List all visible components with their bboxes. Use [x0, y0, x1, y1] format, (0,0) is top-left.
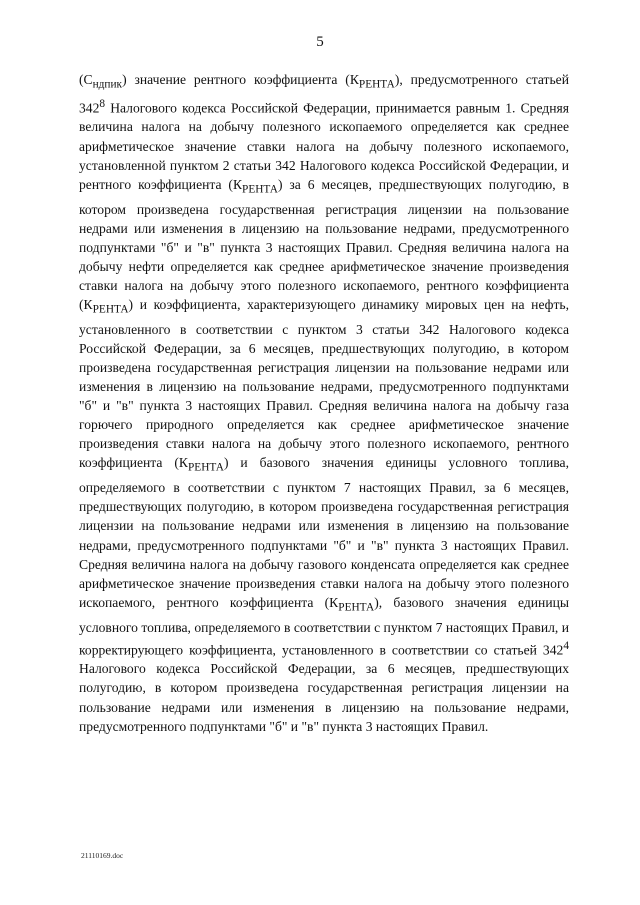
page-number: 5: [316, 34, 324, 50]
subscript-renta: РЕНТА: [92, 303, 129, 316]
body-paragraph: [79, 70, 569, 736]
paragraph-text: ) и коэффициента, характеризующего динамику мировых цен на нефть, установленного в соответствии с пунктом 3 статьи 342 Налогового кодекса Российской Федерации, за 6 месяцев, предшествующих полугодию, в котором произведена государственная регистрация лицензии на пользование недрами или изменения в лицензию на пользование недрами, предусмотренного подпунктами "б" и "в" пункта 3 настоящих Правил. Средняя величина налога на добычу газа горючего природного определяется как среднее арифметическое значение произведения ставки налога на добычу этого полезного ископаемого, рентного коэффициента (К: [79, 297, 569, 471]
subscript-renta: РЕНТА: [188, 462, 224, 475]
subscript-ndpik: ндпик: [92, 78, 123, 91]
paragraph-text: ) значение рентного коэффициента (К: [122, 72, 359, 87]
subscript-renta: РЕНТА: [338, 601, 375, 614]
paragraph-text: ) за 6 месяцев, предшествующих полугодию, в котором произведена государственная регистрация лицензии на пользование недрами или изменения в лицензию на пользование недрами, предусмотренного подпунктами "б" и "в" пункта 3 настоящих Правил. Средняя величина налога на добычу нефти определяется как среднее арифметическое значение произведения ставки налога на добычу этого полезного ископаемого, рентного коэффициента (К: [79, 176, 569, 312]
paragraph-text: Налогового кодекса Российской Федерации, за 6 месяцев, предшествующих полугодию, в котором произведена государственная регистрация лицензии на пользование недрами или изменения в лицензию на пользование недрами, предусмотренного подпунктами "б" и "в" пункта 3 настоящих Правил.: [79, 661, 569, 734]
paragraph-text: ) и базового значения единицы условного топлива, определяемого в соответствии с пунктом 7 настоящих Правил, за 6 месяцев, предшествующих полугодию, в котором произведена государственная регистрация лицензии на пользование недрами или изменения в лицензию на пользование недрами, предусмотренного подпунктами "б" и "в" пункта 3 настоящих Правил. Средняя величина налога на добычу газового конденсата определяется как среднее арифметическое значение произведения ставки налога на добычу этого полезного ископаемого, рентного коэффициента (К: [79, 455, 569, 610]
paragraph-text: ), предусмотренного статьей 342: [79, 72, 569, 116]
superscript-article: 4: [563, 639, 569, 652]
paragraph-text: Налогового кодекса Российской Федерации, принимается равным 1. Средняя величина налога на добычу полезного ископаемого определяется как среднее арифметическое значение ставки налога на добычу полезного ископаемого, установленной пунктом 2 статьи 342 Налогового кодекса Российской Федерации, и рентного коэффициента (К: [79, 100, 569, 192]
subscript-renta: РЕНТА: [242, 183, 278, 196]
document-file-name: 21110169.doc: [81, 851, 124, 860]
superscript-article: 8: [99, 97, 106, 110]
paragraph-text: ), базового значения единицы условного топлива, определяемого в соответствии с пунктом 7 настоящих Правил, и корректирующего коэффициента, установленного в соответствии со статьей 342: [79, 594, 570, 658]
paragraph-text: (C: [79, 72, 93, 87]
subscript-renta: РЕНТА: [358, 78, 395, 91]
